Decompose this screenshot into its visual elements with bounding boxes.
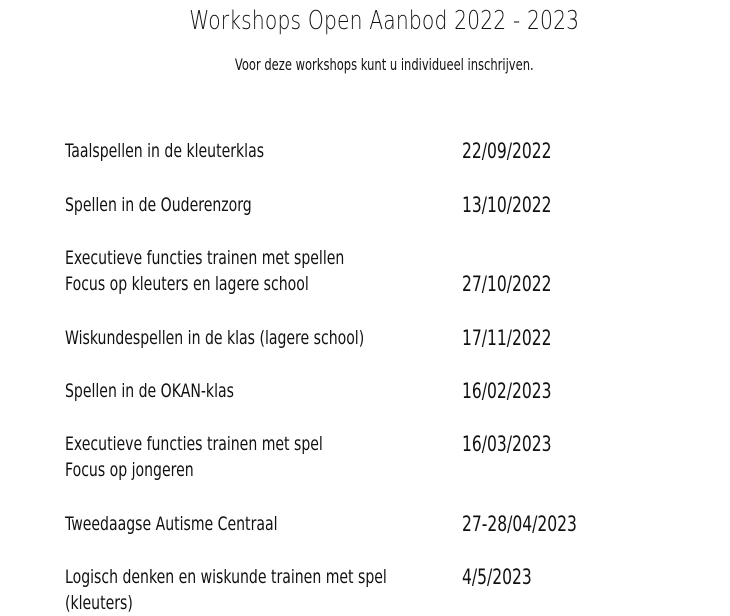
page-title: Workshops Open Aanbod 2022 - 2023	[189, 6, 580, 36]
workshop-date: 22/09/2022	[462, 139, 552, 163]
workshop-name-line: Taalspellen in de kleuterklas	[65, 140, 265, 162]
workshop-date: 13/10/2022	[462, 193, 552, 217]
workshop-name	[65, 431, 323, 483]
workshop-date: 16/02/2023	[462, 379, 552, 403]
workshop-date: 4/5/2023	[462, 565, 532, 589]
workshop-name-line: Spellen in de OKAN-klas	[65, 380, 234, 402]
workshop-name	[65, 564, 387, 616]
workshop-name	[65, 138, 264, 164]
workshop-name-line: (kleuters)	[65, 592, 133, 614]
workshop-date: 27/10/2022	[462, 272, 552, 296]
workshop-name-line: Focus op kleuters en lagere school	[65, 273, 309, 295]
workshop-date: 16/03/2023	[462, 432, 552, 456]
page-subtitle: Voor deze workshops kunt u individueel inschrijven.	[234, 55, 534, 74]
workshop-name	[65, 192, 252, 218]
workshop-name-line: Logisch denken en wiskunde trainen met spel	[65, 566, 387, 588]
workshop-date: 27-28/04/2023	[462, 512, 577, 536]
workshop-name-line: Wiskundespellen in de klas (lagere school)	[65, 327, 365, 349]
workshop-name-line: Executieve functies trainen met spellen	[65, 247, 345, 269]
workshop-name	[65, 378, 234, 404]
workshop-name-line: Tweedaagse Autisme Centraal	[65, 513, 278, 535]
workshop-name-line: Executieve functies trainen met spel	[65, 433, 323, 455]
workshop-name-line: Focus op jongeren	[65, 459, 194, 481]
workshop-name-line: Spellen in de Ouderenzorg	[65, 194, 252, 216]
workshop-name	[65, 245, 344, 297]
workshop-name	[65, 325, 364, 351]
workshop-name	[65, 511, 277, 537]
workshop-date: 17/11/2022	[462, 326, 552, 350]
